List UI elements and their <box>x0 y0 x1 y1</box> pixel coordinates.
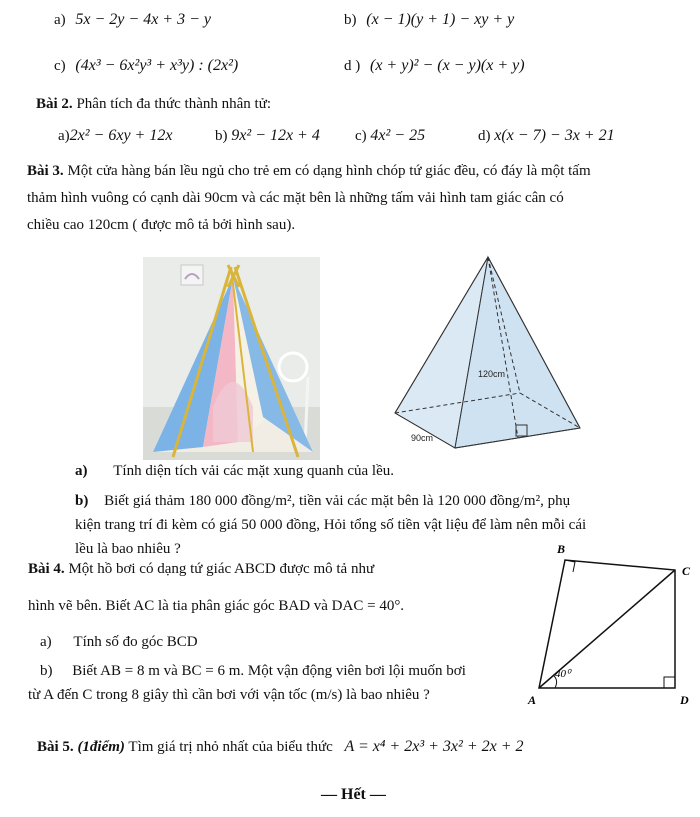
bai3-line3: chiều cao 120cm ( được mô tả bởi hình sau). <box>27 217 296 233</box>
bai2-heading: Bài 2. Phân tích đa thức thành nhân tử: <box>36 96 271 112</box>
ex1-a-expr: 5x − 2y − 4x + 3 − y <box>75 11 211 28</box>
ex1-d-expr: (x + y)² − (x − y)(x + y) <box>370 57 525 74</box>
point-A: A <box>528 693 537 707</box>
point-C: C <box>682 564 691 578</box>
tent-photo <box>143 257 320 460</box>
ex1-b: b) (x − 1)(y + 1) − xy + y <box>344 11 515 28</box>
bai2-item-a: a)2x² − 6xy + 12x <box>58 127 173 144</box>
point-D: D <box>680 693 689 707</box>
bai3-line1: Bài 3. Một cửa hàng bán lều ngủ cho trẻ em có dạng hình chóp tứ giác đều, có đáy là một tấm <box>27 163 591 179</box>
bai3-line2: thảm hình vuông có cạnh dài 90cm và các mặt bên là những tấm vải hình tam giác cân có <box>27 190 564 206</box>
ex1-c-expr: (4x³ − 6x²y³ + x³y) : (2x²) <box>75 57 239 74</box>
bai3-b: b) Biết giá thảm 180 000 đồng/m², tiền vải các mặt bên là 120 000 đồng/m², phụ kiện trang trí đi kèm có giá 50 000 đồng, Hỏi tổng số tiền vật liệu để làm nên mỗi cái lều là bao nhiêu ? <box>75 493 587 557</box>
ex1-a: a) 5x − 2y − 4x + 3 − y <box>54 11 211 28</box>
ex1-d: d ) (x + y)² − (x − y)(x + y) <box>344 57 525 74</box>
bai2-item-b: b) 9x² − 12x + 4 <box>215 127 320 144</box>
bai5-expr: A = x⁴ + 2x³ + 3x² + 2x + 2 <box>344 738 524 755</box>
bai4-a: a) Tính số đo góc BCD <box>40 634 198 650</box>
angle-label: 40⁰ <box>555 668 571 680</box>
end-mark: — Hết — <box>321 786 386 803</box>
bai4-line2: hình vẽ bên. Biết AC là tia phân giác góc BAD và DAC = 40°. <box>28 598 405 614</box>
bai4-line1: Bài 4. Một hồ bơi có dạng tứ giác ABCD được mô tả như <box>28 561 375 577</box>
pyramid-base-label: 90cm <box>411 433 434 443</box>
point-B: B <box>557 542 566 556</box>
ex1-c: c) (4x³ − 6x²y³ + x³y) : (2x²) <box>54 57 239 74</box>
ex1-b-expr: (x − 1)(y + 1) − xy + y <box>366 11 515 28</box>
bai2-item-c: c) 4x² − 25 <box>355 127 426 144</box>
quadrilateral-figure <box>525 540 700 710</box>
bai4-b: b) Biết AB = 8 m và BC = 6 m. Một vận động viên bơi lội muốn bơi từ A đến C trong 8 giây thì cần bơi với vận tốc (m/s) là bao nhiêu ? <box>28 663 466 703</box>
pyramid-figure <box>385 253 585 453</box>
bai3-a: a) Tính diện tích vải các mặt xung quanh của lều. <box>75 463 394 479</box>
bai3-text <box>27 158 677 239</box>
bai2-item-d: d) x(x − 7) − 3x + 21 <box>478 127 615 144</box>
pyramid-height-label: 120cm <box>478 369 506 379</box>
bai5: Bài 5. (1điểm) Tìm giá trị nhỏ nhất của biểu thức A = x⁴ + 2x³ + 3x² + 2x + 2 <box>37 738 524 755</box>
